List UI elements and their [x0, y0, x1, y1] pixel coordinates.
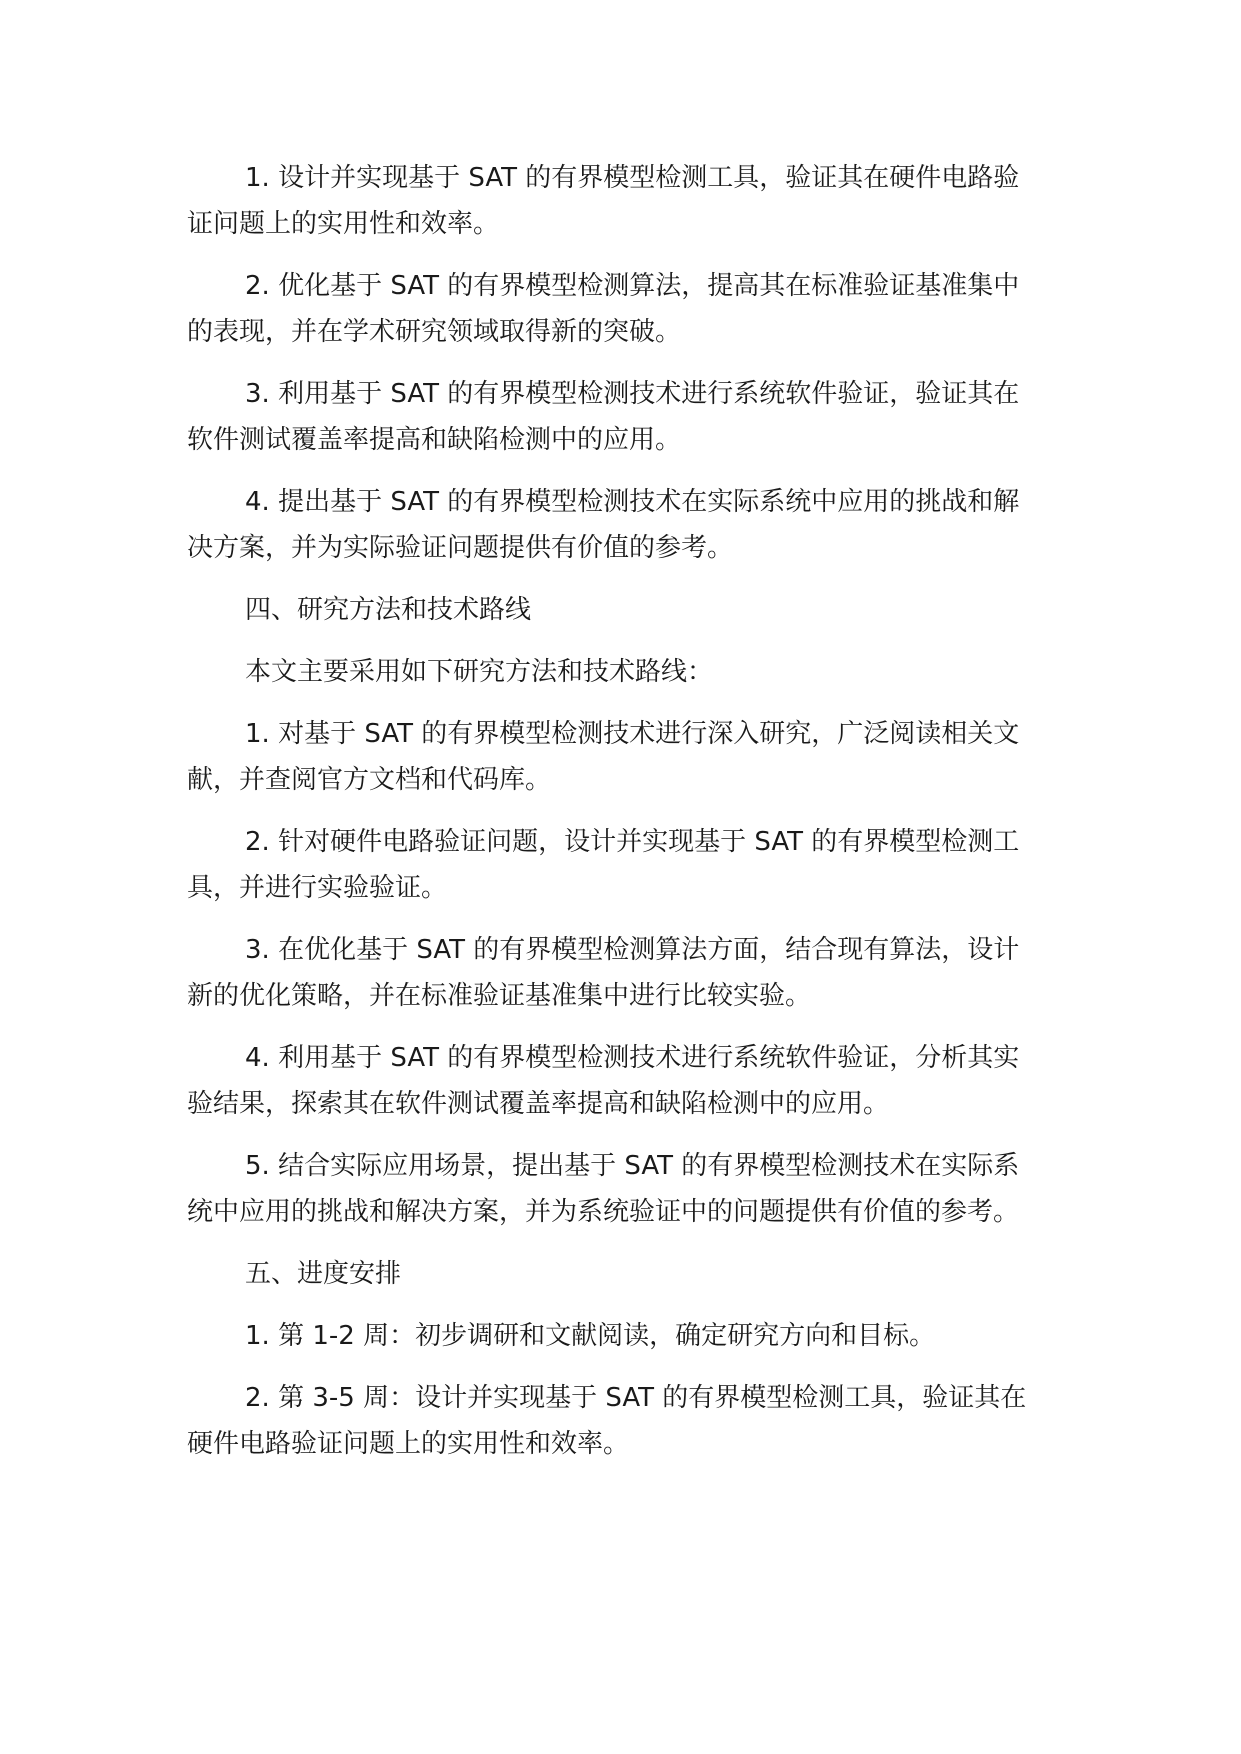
- paragraph-line: 4. 利用基于 SAT 的有界模型检测技术进行系统软件验证，分析其实: [245, 1043, 1020, 1073]
- paragraph-line: 2. 针对硬件电路验证问题，设计并实现基于 SAT 的有界模型检测工: [245, 827, 1020, 857]
- paragraph-line: 3. 利用基于 SAT 的有界模型检测技术进行系统软件验证，验证其在: [245, 379, 1020, 409]
- paragraph-goal-3: [187, 371, 1047, 463]
- paragraph-line: 的表现，并在学术研究领域取得新的突破。: [187, 317, 682, 347]
- paragraph-method-5: [187, 1143, 1047, 1235]
- paragraph-method-4: [187, 1035, 1047, 1127]
- paragraph-methods-intro: [187, 649, 1047, 695]
- paragraph-goal-2: [187, 263, 1047, 355]
- paragraph-method-2: [187, 819, 1047, 911]
- paragraph-schedule-2: [187, 1375, 1047, 1467]
- paragraph-line: 1. 第 1-2 周：初步调研和文献阅读，确定研究方向和目标。: [245, 1321, 936, 1351]
- paragraph-line: 硬件电路验证问题上的实用性和效率。: [187, 1429, 630, 1459]
- paragraph-line: 具，并进行实验验证。: [187, 873, 448, 903]
- paragraph-line: 本文主要采用如下研究方法和技术路线：: [245, 657, 714, 687]
- paragraph-line: 2. 优化基于 SAT 的有界模型检测算法，提高其在标准验证基准集中: [245, 271, 1020, 301]
- paragraph-line: 新的优化策略，并在标准验证基准集中进行比较实验。: [187, 981, 812, 1011]
- paragraph-method-3: [187, 927, 1047, 1019]
- paragraph-line: 5. 结合实际应用场景，提出基于 SAT 的有界模型检测技术在实际系: [245, 1151, 1020, 1181]
- paragraph-line: 2. 第 3-5 周：设计并实现基于 SAT 的有界模型检测工具，验证其在: [245, 1383, 1027, 1413]
- paragraph-line: 证问题上的实用性和效率。: [187, 209, 500, 239]
- paragraph-line: 1. 对基于 SAT 的有界模型检测技术进行深入研究，广泛阅读相关文: [245, 719, 1020, 749]
- heading-text: 四、研究方法和技术路线: [245, 595, 532, 625]
- paragraph-goal-4: [187, 479, 1047, 571]
- paragraph-method-1: [187, 711, 1047, 803]
- paragraph-line: 献，并查阅官方文档和代码库。: [187, 765, 552, 795]
- document-body: [187, 155, 1047, 1483]
- paragraph-schedule-1: [187, 1313, 1047, 1359]
- paragraph-line: 决方案，并为实际验证问题提供有价值的参考。: [187, 533, 734, 563]
- paragraph-goal-1: [187, 155, 1047, 247]
- paragraph-line: 统中应用的挑战和解决方案，并为系统验证中的问题提供有价值的参考。: [187, 1197, 1020, 1227]
- paragraph-line: 1. 设计并实现基于 SAT 的有界模型检测工具，验证其在硬件电路验: [245, 163, 1020, 193]
- paragraph-line: 软件测试覆盖率提高和缺陷检测中的应用。: [187, 425, 682, 455]
- section-heading-methods: [187, 587, 1047, 633]
- paragraph-line: 验结果，探索其在软件测试覆盖率提高和缺陷检测中的应用。: [187, 1089, 890, 1119]
- heading-text: 五、进度安排: [245, 1259, 402, 1289]
- section-heading-schedule: [187, 1251, 1047, 1297]
- paragraph-line: 3. 在优化基于 SAT 的有界模型检测算法方面，结合现有算法，设计: [245, 935, 1020, 965]
- paragraph-line: 4. 提出基于 SAT 的有界模型检测技术在实际系统中应用的挑战和解: [245, 487, 1020, 517]
